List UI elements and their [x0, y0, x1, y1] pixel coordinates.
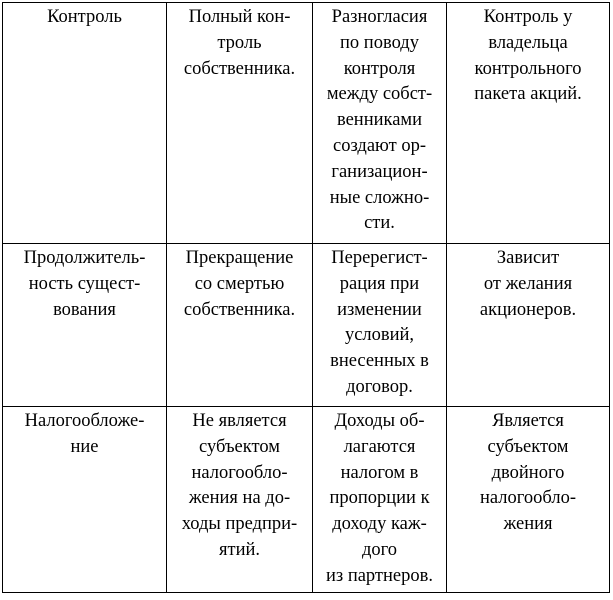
cell-text-line: ганизацион- [331, 161, 428, 182]
cell-text-line: Полный кон- [188, 7, 291, 27]
cell-taxation-label [3, 407, 167, 593]
cell-text-line: венниками [336, 110, 423, 131]
cell-text-line: субъектом [487, 436, 569, 457]
cell-text-line: дого [361, 539, 398, 560]
cell-text-line: Перерегист- [331, 248, 428, 268]
cell-control-partnership [313, 3, 447, 244]
cell-text-line: ятий. [218, 539, 261, 560]
cell-text-line: Доходы об- [334, 411, 425, 431]
cell-text-line: Контроль у [483, 7, 573, 27]
cell-taxation-partnership [313, 407, 447, 593]
cell-text-line: контроля [343, 58, 416, 79]
cell-text-line: владельца [488, 32, 568, 53]
cell-text-line: вования [53, 299, 116, 320]
cell-text-line: налогом в [340, 462, 419, 483]
cell-text-line: внесенных в [330, 351, 429, 372]
cell-text-line: Зависит [496, 248, 560, 268]
cell-control-sole-proprietor [167, 3, 313, 244]
cell-text-line: Является [492, 411, 564, 431]
cell-control-corporation [447, 3, 610, 244]
cell-text-line: ные сложно- [329, 187, 430, 208]
cell-text-line: собственника. [183, 58, 296, 79]
cell-text-line: от желания [483, 273, 573, 294]
cell-text-line: Продолжитель- [23, 248, 146, 268]
comparison-table [2, 2, 610, 593]
cell-text-line: пакета акций. [474, 84, 582, 105]
cell-text-line: изменении [337, 299, 422, 320]
cell-text-line: рация при [339, 273, 420, 294]
cell-taxation-sole-proprietor [167, 407, 313, 593]
cell-text-line: Разногласия [331, 7, 428, 27]
cell-control-label [3, 3, 167, 244]
cell-text-line: Налогообложе- [24, 411, 145, 431]
cell-text-line: ходы предпри- [181, 514, 298, 535]
cell-text-line: Не является [192, 411, 287, 431]
cell-text-line: налогообло- [191, 462, 288, 483]
cell-taxation-corporation [447, 407, 610, 593]
cell-duration-partnership [313, 244, 447, 407]
cell-text-line: жения на до- [188, 488, 291, 509]
cell-duration-sole-proprietor [167, 244, 313, 407]
cell-text-line: по поводу [340, 32, 419, 53]
cell-text-line: лагаются [343, 436, 416, 457]
cell-text-line: Контроль [47, 7, 122, 27]
cell-text-line: Прекращение [185, 248, 294, 268]
cell-text-line: между собст- [326, 84, 433, 105]
cell-text-line: сти. [364, 213, 395, 234]
cell-text-line: контрольного [474, 58, 582, 79]
cell-text-line: акционеров. [479, 299, 577, 320]
cell-text-line: создают ор- [332, 135, 426, 156]
cell-text-line: ность сущест- [28, 273, 141, 294]
table-row-duration [3, 244, 610, 407]
cell-text-line: жения [503, 514, 553, 535]
cell-text-line: субъектом [199, 436, 280, 457]
cell-text-line: условий, [344, 325, 415, 346]
cell-text-line: двойного [491, 462, 565, 483]
cell-text-line: из партнеров. [325, 565, 433, 586]
cell-text-line: ние [70, 436, 99, 457]
cell-text-line: троль [217, 32, 262, 53]
cell-text-line: со смертью [194, 273, 285, 294]
cell-text-line: пропорции к [329, 488, 430, 509]
cell-text-line: договор. [346, 376, 413, 397]
cell-duration-corporation [447, 244, 610, 407]
table-row-taxation [3, 407, 610, 593]
cell-text-line: налогообло- [480, 488, 576, 509]
cell-text-line: собственника. [183, 299, 296, 320]
cell-duration-label [3, 244, 167, 407]
cell-text-line: доходу каж- [332, 514, 427, 535]
table-row-control [3, 3, 610, 244]
